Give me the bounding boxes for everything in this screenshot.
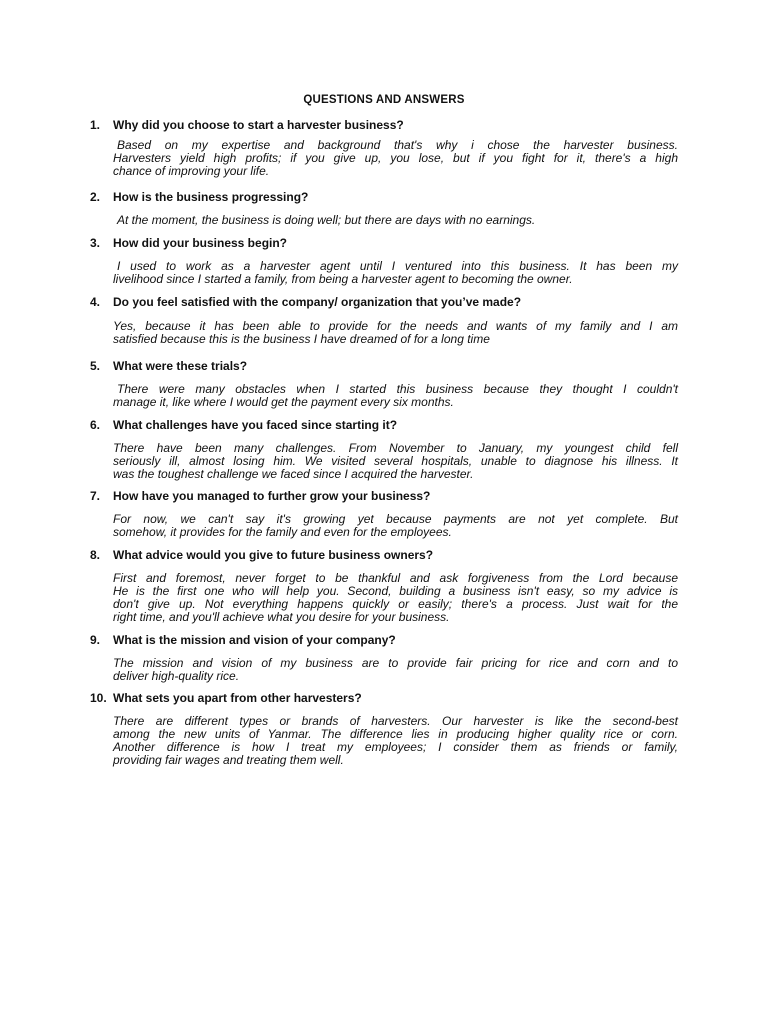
answer-line: Based on my expertise and background that's why i chose the harvester business.: [117, 138, 678, 152]
question-number: 7.: [90, 489, 101, 503]
answer: [113, 139, 678, 178]
qa-item-5: [90, 359, 678, 409]
answer: [113, 572, 678, 624]
question-text: What were these trials?: [113, 359, 248, 373]
question: [90, 633, 678, 648]
question-number: 10.: [90, 691, 107, 705]
answer-line: deliver high-quality rice.: [113, 669, 240, 683]
answer: [113, 715, 678, 767]
answer-line: manage it, like where I would get the payment every six months.: [113, 395, 454, 409]
qa-item-8: [90, 548, 678, 624]
answer-line: There were many obstacles when I started this business because they thought I couldn't: [117, 382, 678, 396]
question: [90, 118, 678, 133]
question-number: 1.: [90, 118, 101, 132]
question-number: 5.: [90, 359, 101, 373]
answer-line: There have been many challenges. From November to January, my youngest child fell: [113, 441, 678, 455]
qa-item-1: [90, 118, 678, 178]
answer: [113, 260, 678, 286]
question: [90, 236, 678, 251]
question-text: What challenges have you faced since starting it?: [113, 418, 398, 432]
answer: [113, 383, 678, 409]
question: [90, 418, 678, 433]
question-text: What is the mission and vision of your company?: [113, 633, 396, 647]
answer-line: seriously ill, almost losing him. We visited several hospitals, unable to diagnose his illness. It: [113, 454, 678, 468]
document-title: QUESTIONS AND ANSWERS: [303, 94, 465, 106]
question-text: What sets you apart from other harvesters?: [113, 691, 362, 705]
question: [90, 359, 678, 374]
answer-line: First and foremost, never forget to be thankful and ask forgiveness from the Lord because: [113, 571, 678, 585]
answer-line: don't give up. Not everything happens quickly or easily; there's a process. Just wait for the: [113, 597, 678, 611]
answer-line: I used to work as a harvester agent until I ventured into this business. It has been my: [117, 259, 678, 273]
qa-item-6: [90, 418, 678, 481]
question-number: 8.: [90, 548, 101, 562]
answer-line: somehow, it provides for the family and even for the employees.: [113, 525, 452, 539]
answer-line: satisfied because this is the business I have dreamed of for a long time: [113, 332, 490, 346]
answer-line: For now, we can't say it's growing yet because payments are not yet complete. But: [113, 512, 678, 526]
answer: [113, 214, 678, 227]
answer: [113, 442, 678, 481]
answer: [113, 320, 678, 346]
answer-line: Harvesters yield high profits; if you give up, you lose, but if you fight for it, there's a high: [113, 151, 678, 165]
qa-item-4: [90, 295, 678, 346]
answer-line: At the moment, the business is doing well; but there are days with no earnings.: [117, 213, 536, 227]
question: [90, 548, 678, 563]
question: [90, 489, 678, 504]
question-text: What advice would you give to future business owners?: [113, 548, 434, 562]
question-text: Do you feel satisfied with the company/ organization that you’ve made?: [113, 295, 522, 309]
answer-line: was the toughest challenge we faced since I acquired the harvester.: [113, 467, 474, 481]
qa-item-9: [90, 633, 678, 683]
qa-item-7: [90, 489, 678, 539]
qa-item-2: [90, 190, 678, 227]
question-text: How is the business progressing?: [113, 190, 309, 204]
question-number: 3.: [90, 236, 101, 250]
answer-line: Another difference is how I treat my employees; I consider them as friends or family,: [113, 740, 678, 754]
qa-item-3: [90, 236, 678, 286]
answer-line: There are different types or brands of harvesters. Our harvester is like the second-best: [113, 714, 678, 728]
answer-line: livelihood since I started a family, from being a harvester agent to becoming the owner.: [113, 272, 573, 286]
question-text: How did your business begin?: [113, 236, 288, 250]
answer-line: chance of improving your life.: [113, 164, 270, 178]
answer-line: Yes, because it has been able to provide for the needs and wants of my family and I am: [113, 319, 678, 333]
question-text: Why did you choose to start a harvester business?: [113, 118, 404, 132]
question-number: 2.: [90, 190, 101, 204]
answer-line: providing fair wages and treating them well.: [113, 753, 344, 767]
question-number: 9.: [90, 633, 101, 647]
answer-line: The mission and vision of my business are to provide fair pricing for rice and corn and to: [113, 656, 678, 670]
answer-line: among the new units of Yanmar. The difference lies in producing higher quality rice or corn.: [113, 727, 678, 741]
qa-item-10: [90, 691, 678, 767]
question: [90, 295, 678, 310]
question-number: 6.: [90, 418, 101, 432]
question-number: 4.: [90, 295, 101, 309]
question-text: How have you managed to further grow your business?: [113, 489, 431, 503]
question: [90, 190, 678, 205]
answer: [113, 513, 678, 539]
answer-line: right time, and you'll achieve what you desire for your business.: [113, 610, 450, 624]
answer: [113, 657, 678, 683]
answer-line: He is the first one who will help you. Second, building a business isn't easy, so my advice is: [113, 584, 678, 598]
question: [90, 691, 678, 706]
